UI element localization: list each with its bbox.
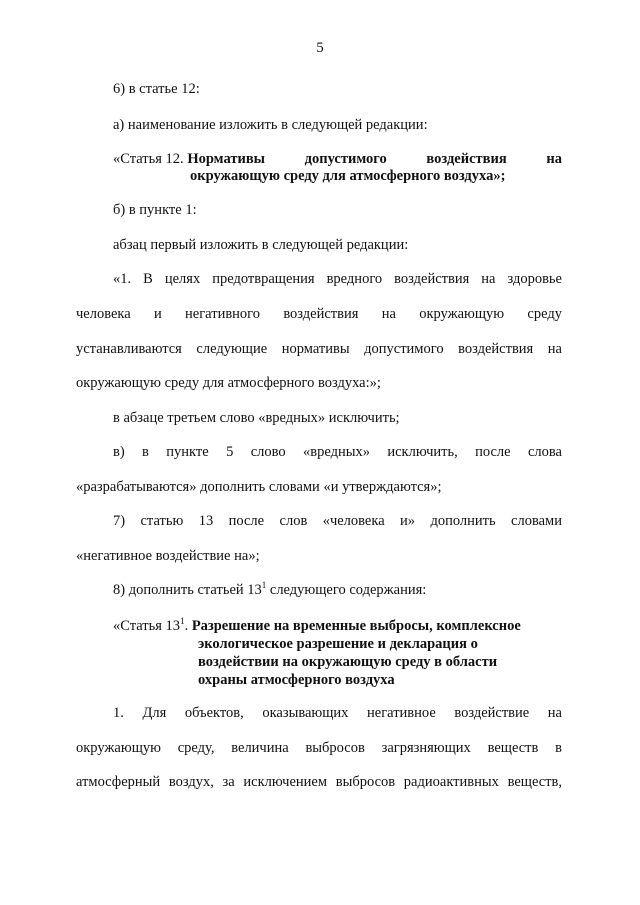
article-13-1-dot: . (184, 618, 189, 634)
quote-1-line-4: окружающую среду для атмосферного воздуха:»; (76, 375, 381, 391)
article-13-1-para-1-line-2: окружающую среду, величина выбросов загрязняющих веществ в (76, 740, 562, 756)
article-13-1-title-line-2: экологическое разрешение и декларация о (198, 636, 478, 652)
item-b-line: б) в пункте 1: (113, 202, 197, 218)
item-6-line: 6) в статье 12: (113, 81, 200, 97)
paragraph-one-intro: абзац первый изложить в следующей редакции: (113, 237, 409, 253)
item-7-line-2: «негативное воздействие на»; (76, 548, 260, 564)
article-13-1-para-1-line-3: атмосферный воздух, за исключением выбросов радиоактивных веществ, (76, 774, 562, 790)
article-13-1-para-1-line-1: 1. Для объектов, оказывающих негативное воздействие на (113, 705, 562, 721)
item-7-line-1: 7) статью 13 после слов «человека и» дополнить словами (113, 513, 562, 529)
item-8-text-b: следующего содержания: (266, 582, 427, 598)
paragraph-three-line: в абзаце третьем слово «вредных» исключить; (113, 410, 400, 426)
quote-1-line-2: человека и негативного воздействия на окружающую среду (76, 306, 562, 322)
article-12-prefix: «Статья 12. (113, 151, 184, 167)
article-13-1-title-line-3: воздействии на окружающую среду в области (198, 654, 498, 670)
article-12-word-3: воздействия (426, 151, 507, 167)
article-13-1-title-line-4: охраны атмосферного воздуха (198, 672, 395, 688)
article-13-1-title-line-1: Разрешение на временные выбросы, комплексное (191, 618, 521, 634)
item-v-line-2: «разрабатываются» дополнить словами «и утверждаются»; (76, 479, 442, 495)
article-13-1-prefix: «Статья 13 (113, 618, 181, 634)
item-8-superscript: 1 (261, 580, 267, 590)
item-8-text-a: 8) дополнить статьей 13 (113, 582, 262, 598)
article-12-word-2: допустимого (304, 151, 387, 167)
article-12-heading (113, 150, 562, 168)
article-13-1-superscript: 1 (180, 616, 185, 626)
article-12-word-4: на (546, 151, 562, 167)
item-v-line-1: в) в пункте 5 слово «вредных» исключить, после слова (113, 444, 562, 460)
item-8-line (113, 581, 562, 599)
article-13-1-heading (113, 617, 562, 635)
item-a-line: а) наименование изложить в следующей редакции: (113, 117, 428, 133)
article-12-word-1: Нормативы (187, 151, 265, 167)
article-12-heading-line-2: окружающую среду для атмосферного воздуха»; (190, 168, 506, 184)
quote-1-line-3: устанавливаются следующие нормативы допустимого воздействия на (76, 341, 562, 357)
page-number: 5 (316, 40, 324, 56)
quote-1-line-1: «1. В целях предотвращения вредного воздействия на здоровье (113, 271, 562, 287)
